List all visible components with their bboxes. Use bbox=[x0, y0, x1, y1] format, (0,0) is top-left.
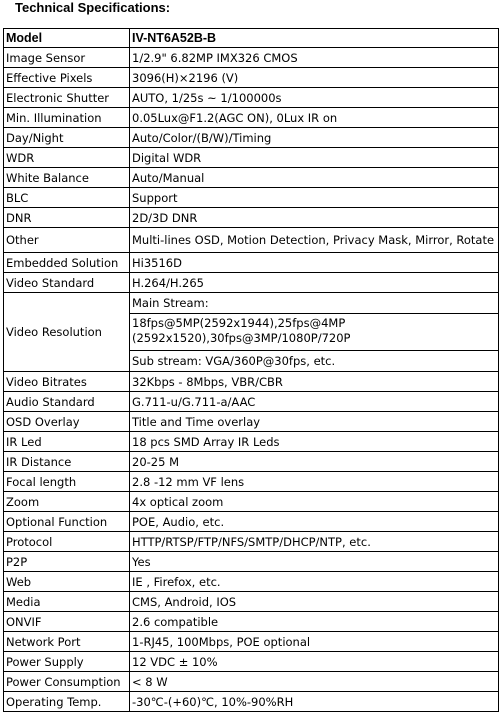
video-resolution-value bbox=[130, 293, 499, 372]
row-value: 1/2.9" 6.82MP IMX326 CMOS bbox=[130, 48, 499, 68]
row-value: AUTO, 1/25s ~ 1/100000s bbox=[130, 88, 499, 108]
row-label: Zoom bbox=[4, 492, 130, 512]
row-value: 20-25 M bbox=[130, 452, 499, 472]
row-value: CMS, Android, IOS bbox=[130, 592, 499, 612]
row-label: Effective Pixels bbox=[4, 68, 130, 88]
table-row bbox=[4, 128, 499, 148]
row-value: POE, Audio, etc. bbox=[130, 512, 499, 532]
table-header-row bbox=[4, 29, 499, 48]
row-label: IR Led bbox=[4, 432, 130, 452]
row-value: H.264/H.265 bbox=[130, 273, 499, 293]
row-label: Other bbox=[4, 228, 130, 253]
row-value: 2D/3D DNR bbox=[130, 208, 499, 228]
row-label: Operating Temp. bbox=[4, 692, 130, 712]
main-stream-heading: Main Stream: bbox=[130, 293, 498, 314]
row-value: 4x optical zoom bbox=[130, 492, 499, 512]
row-label: Min. Illumination bbox=[4, 108, 130, 128]
table-row bbox=[4, 512, 499, 532]
row-label: Day/Night bbox=[4, 128, 130, 148]
table-row bbox=[4, 632, 499, 652]
row-value: Auto/Color/(B/W)/Timing bbox=[130, 128, 499, 148]
row-value: 1-RJ45, 100Mbps, POE optional bbox=[130, 632, 499, 652]
row-label: IR Distance bbox=[4, 452, 130, 472]
sub-stream-value: Sub stream: VGA/360P@30fps, etc. bbox=[132, 354, 336, 368]
row-label: Video Bitrates bbox=[4, 372, 130, 392]
table-row bbox=[4, 692, 499, 712]
row-label: Protocol bbox=[4, 532, 130, 552]
row-label: Video Standard bbox=[4, 273, 130, 293]
row-value: 12 VDC ± 10% bbox=[130, 652, 499, 672]
table-row bbox=[4, 532, 499, 552]
row-label: Web bbox=[4, 572, 130, 592]
row-label: Embedded Solution bbox=[4, 253, 130, 273]
row-label: White Balance bbox=[4, 168, 130, 188]
table-row bbox=[4, 672, 499, 692]
table-row bbox=[4, 273, 499, 293]
row-value: 2.6 compatible bbox=[130, 612, 499, 632]
row-label: Audio Standard bbox=[4, 392, 130, 412]
video-resolution-row bbox=[4, 293, 499, 372]
row-label: Power Consumption bbox=[4, 672, 130, 692]
row-value: 18 pcs SMD Array IR Leds bbox=[130, 432, 499, 452]
table-row bbox=[4, 372, 499, 392]
row-label: Electronic Shutter bbox=[4, 88, 130, 108]
row-value: 3096(H)×2196 (V) bbox=[130, 68, 499, 88]
video-resolution-label: Video Resolution bbox=[4, 293, 130, 372]
table-row bbox=[4, 592, 499, 612]
row-value: 32Kbps - 8Mbps, VBR/CBR bbox=[130, 372, 499, 392]
table-row bbox=[4, 612, 499, 632]
table-row bbox=[4, 48, 499, 68]
table-row bbox=[4, 208, 499, 228]
row-value: Yes bbox=[130, 552, 499, 572]
row-value: Hi3516D bbox=[130, 253, 499, 273]
row-label: Image Sensor bbox=[4, 48, 130, 68]
table-row bbox=[4, 228, 499, 253]
row-label: BLC bbox=[4, 188, 130, 208]
row-label: OSD Overlay bbox=[4, 412, 130, 432]
table-row bbox=[4, 88, 499, 108]
main-stream-values: 18fps@5MP(2592x1944),25fps@4MP (2592x1520),30fps@3MP/1080P/720P bbox=[130, 314, 498, 351]
row-value: Digital WDR bbox=[130, 148, 499, 168]
table-row bbox=[4, 492, 499, 512]
table-row bbox=[4, 452, 499, 472]
row-value: Auto/Manual bbox=[130, 168, 499, 188]
table-row bbox=[4, 108, 499, 128]
table-row bbox=[4, 652, 499, 672]
spec-table bbox=[3, 28, 499, 712]
table-row bbox=[4, 432, 499, 452]
row-value: 2.8 -12 mm VF lens bbox=[130, 472, 499, 492]
table-row bbox=[4, 472, 499, 492]
model-value: IV-NT6A52B-B bbox=[130, 29, 499, 48]
row-label: ONVIF bbox=[4, 612, 130, 632]
table-row bbox=[4, 552, 499, 572]
row-label: DNR bbox=[4, 208, 130, 228]
row-value: Multi-lines OSD, Motion Detection, Privacy Mask, Mirror, Rotate bbox=[130, 228, 499, 253]
row-value: -30℃-(+60)℃, 10%-90%RH bbox=[130, 692, 499, 712]
page-title: Technical Specifications: bbox=[15, 0, 171, 15]
table-row bbox=[4, 148, 499, 168]
table-row bbox=[4, 392, 499, 412]
table-row bbox=[4, 572, 499, 592]
row-value: < 8 W bbox=[130, 672, 499, 692]
row-value: G.711-u/G.711-a/AAC bbox=[130, 392, 499, 412]
model-label: Model bbox=[4, 29, 130, 48]
row-label: Focal length bbox=[4, 472, 130, 492]
table-row bbox=[4, 188, 499, 208]
row-value: IE , Firefox, etc. bbox=[130, 572, 499, 592]
row-value: 0.05Lux@F1.2(AGC ON), 0Lux IR on bbox=[130, 108, 499, 128]
row-label: P2P bbox=[4, 552, 130, 572]
row-label: Power Supply bbox=[4, 652, 130, 672]
table-row bbox=[4, 68, 499, 88]
row-label: Media bbox=[4, 592, 130, 612]
row-value: Support bbox=[130, 188, 499, 208]
row-value: Title and Time overlay bbox=[130, 412, 499, 432]
row-label: Network Port bbox=[4, 632, 130, 652]
row-label: Optional Function bbox=[4, 512, 130, 532]
row-label: WDR bbox=[4, 148, 130, 168]
table-row bbox=[4, 412, 499, 432]
row-value: HTTP/RTSP/FTP/NFS/SMTP/DHCP/NTP, etc. bbox=[130, 532, 499, 552]
table-row bbox=[4, 168, 499, 188]
table-row bbox=[4, 253, 499, 273]
